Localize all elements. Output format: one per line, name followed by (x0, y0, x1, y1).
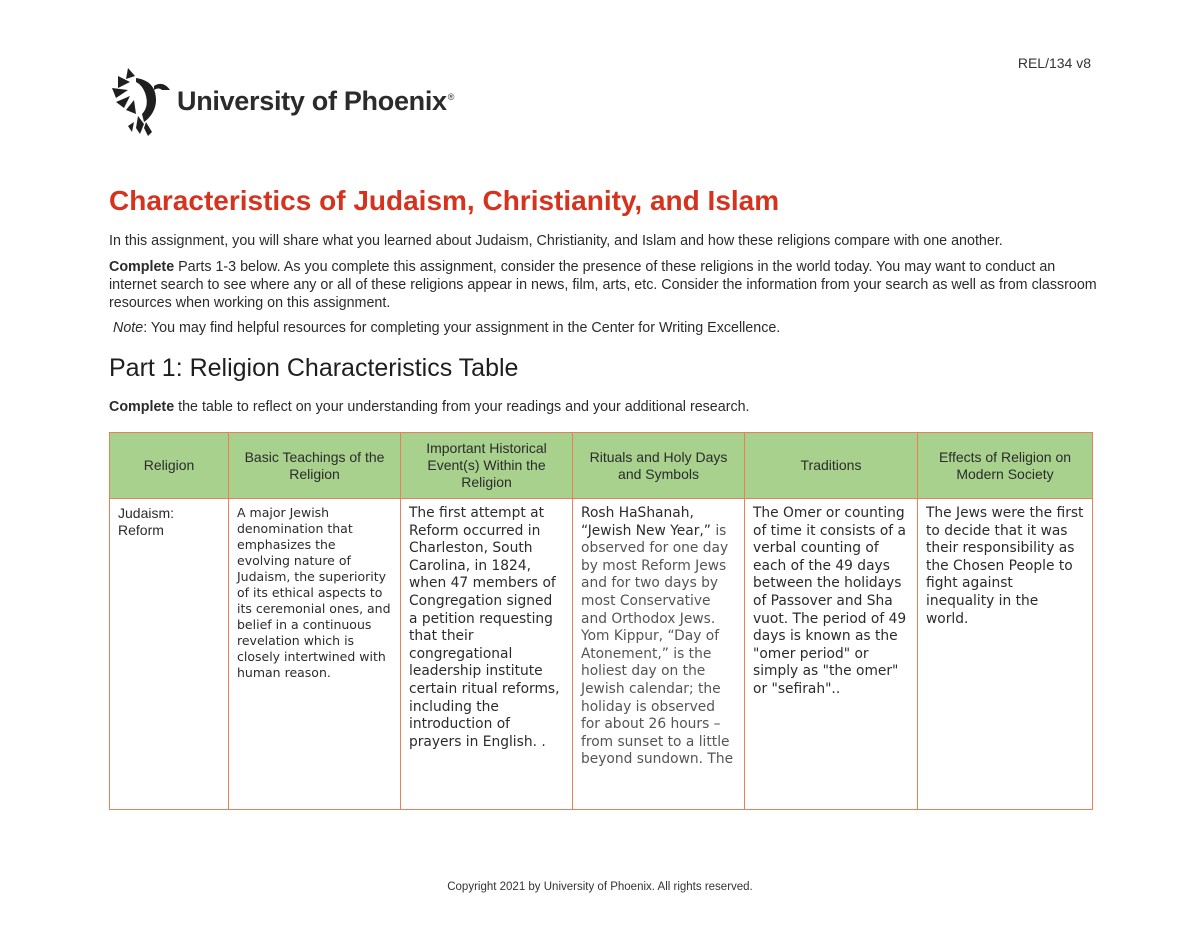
header-rituals: Rituals and Holy Days and Symbols (573, 433, 745, 499)
complete-label: Complete (109, 259, 175, 275)
note-paragraph (113, 319, 1103, 337)
cell-traditions[interactable]: The Omer or counting of time it consists of a verbal counting of each of the 49 days between the holidays of Passover and Sha vuot. The period of 49 days is known as the "omer period" or simply as "the omer" or "sefirah".. (745, 499, 918, 810)
rituals-text-dark: Rosh HaShanah, “Jewish New Year,” (581, 505, 711, 539)
header-religion: Religion (110, 433, 229, 499)
part1-instruction-text: the table to reflect on your understanding from your readings and your additional research. (174, 399, 750, 415)
intro-paragraph: In this assignment, you will share what you learned about Judaism, Christianity, and Islam and how these religions compare with one another. (109, 233, 1003, 249)
rituals-text-grey: is observed for one day by most Reform Jews and for two days by most Conservative and Orthodox Jews. Yom Kippur, “Day of Atonement,” is the holiest day on the Jewish calendar; the holiday is observed for about 26 hours – from sunset to a little beyond sundown. The (581, 522, 734, 768)
part1-instruction-label: Complete (109, 399, 175, 415)
university-logo (110, 66, 454, 136)
document-code: REL/134 v8 (1017, 55, 1091, 71)
header-effects: Effects of Religion on Modern Society (918, 433, 1093, 499)
cell-historical-events[interactable]: The first attempt at Reform occurred in Charleston, South Carolina, in 1824, when 47 members of Congregation signed a petition requesting that their congregational leadership institute certain ritual reforms, including the introduction of prayers in English. . (401, 499, 573, 810)
cell-effects[interactable]: The Jews were the first to decide that it was their responsibility as the Chosen People to fight against inequality in the world. (918, 499, 1093, 810)
complete-paragraph (109, 258, 1099, 312)
table-row (110, 499, 1093, 810)
phoenix-bird-icon (110, 66, 172, 136)
part1-instruction (109, 398, 1099, 416)
part1-heading: Part 1: Religion Characteristics Table (109, 354, 519, 382)
cell-basic-teachings[interactable]: A major Jewish denomination that emphasizes the evolving nature of Judaism, the superiority of its ethical aspects to its ceremonial ones, and belief in a continuous revelation which is closely intertwined with human reason. (229, 499, 401, 810)
complete-text: Parts 1-3 below. As you complete this assignment, consider the presence of these religions in the world today. You may want to conduct an internet search to see where any or all of these religions appear in news, film, arts, etc. Consider the information from your search as well as from classroom resources when working on this assignment. (109, 259, 1097, 311)
logo-wordmark: University of Phoenix® (177, 85, 455, 116)
header-traditions: Traditions (745, 433, 918, 499)
header-basic-teachings: Basic Teachings of the Religion (229, 433, 401, 499)
note-text: : You may find helpful resources for completing your assignment in the Center for Writing Excellence. (143, 320, 781, 336)
header-historical-events: Important Historical Event(s) Within the Religion (401, 433, 573, 499)
religion-name: Judaism: (118, 505, 175, 521)
note-label: Note (113, 320, 144, 336)
cell-religion[interactable] (110, 499, 229, 810)
religion-branch: Reform (118, 522, 164, 538)
table-header-row (110, 433, 1093, 499)
religion-characteristics-table (109, 432, 1093, 810)
page-title: Characteristics of Judaism, Christianity, and Islam (109, 185, 780, 216)
copyright-footer: Copyright 2021 by University of Phoenix. All rights reserved. (447, 881, 753, 893)
cell-rituals[interactable] (573, 499, 745, 810)
